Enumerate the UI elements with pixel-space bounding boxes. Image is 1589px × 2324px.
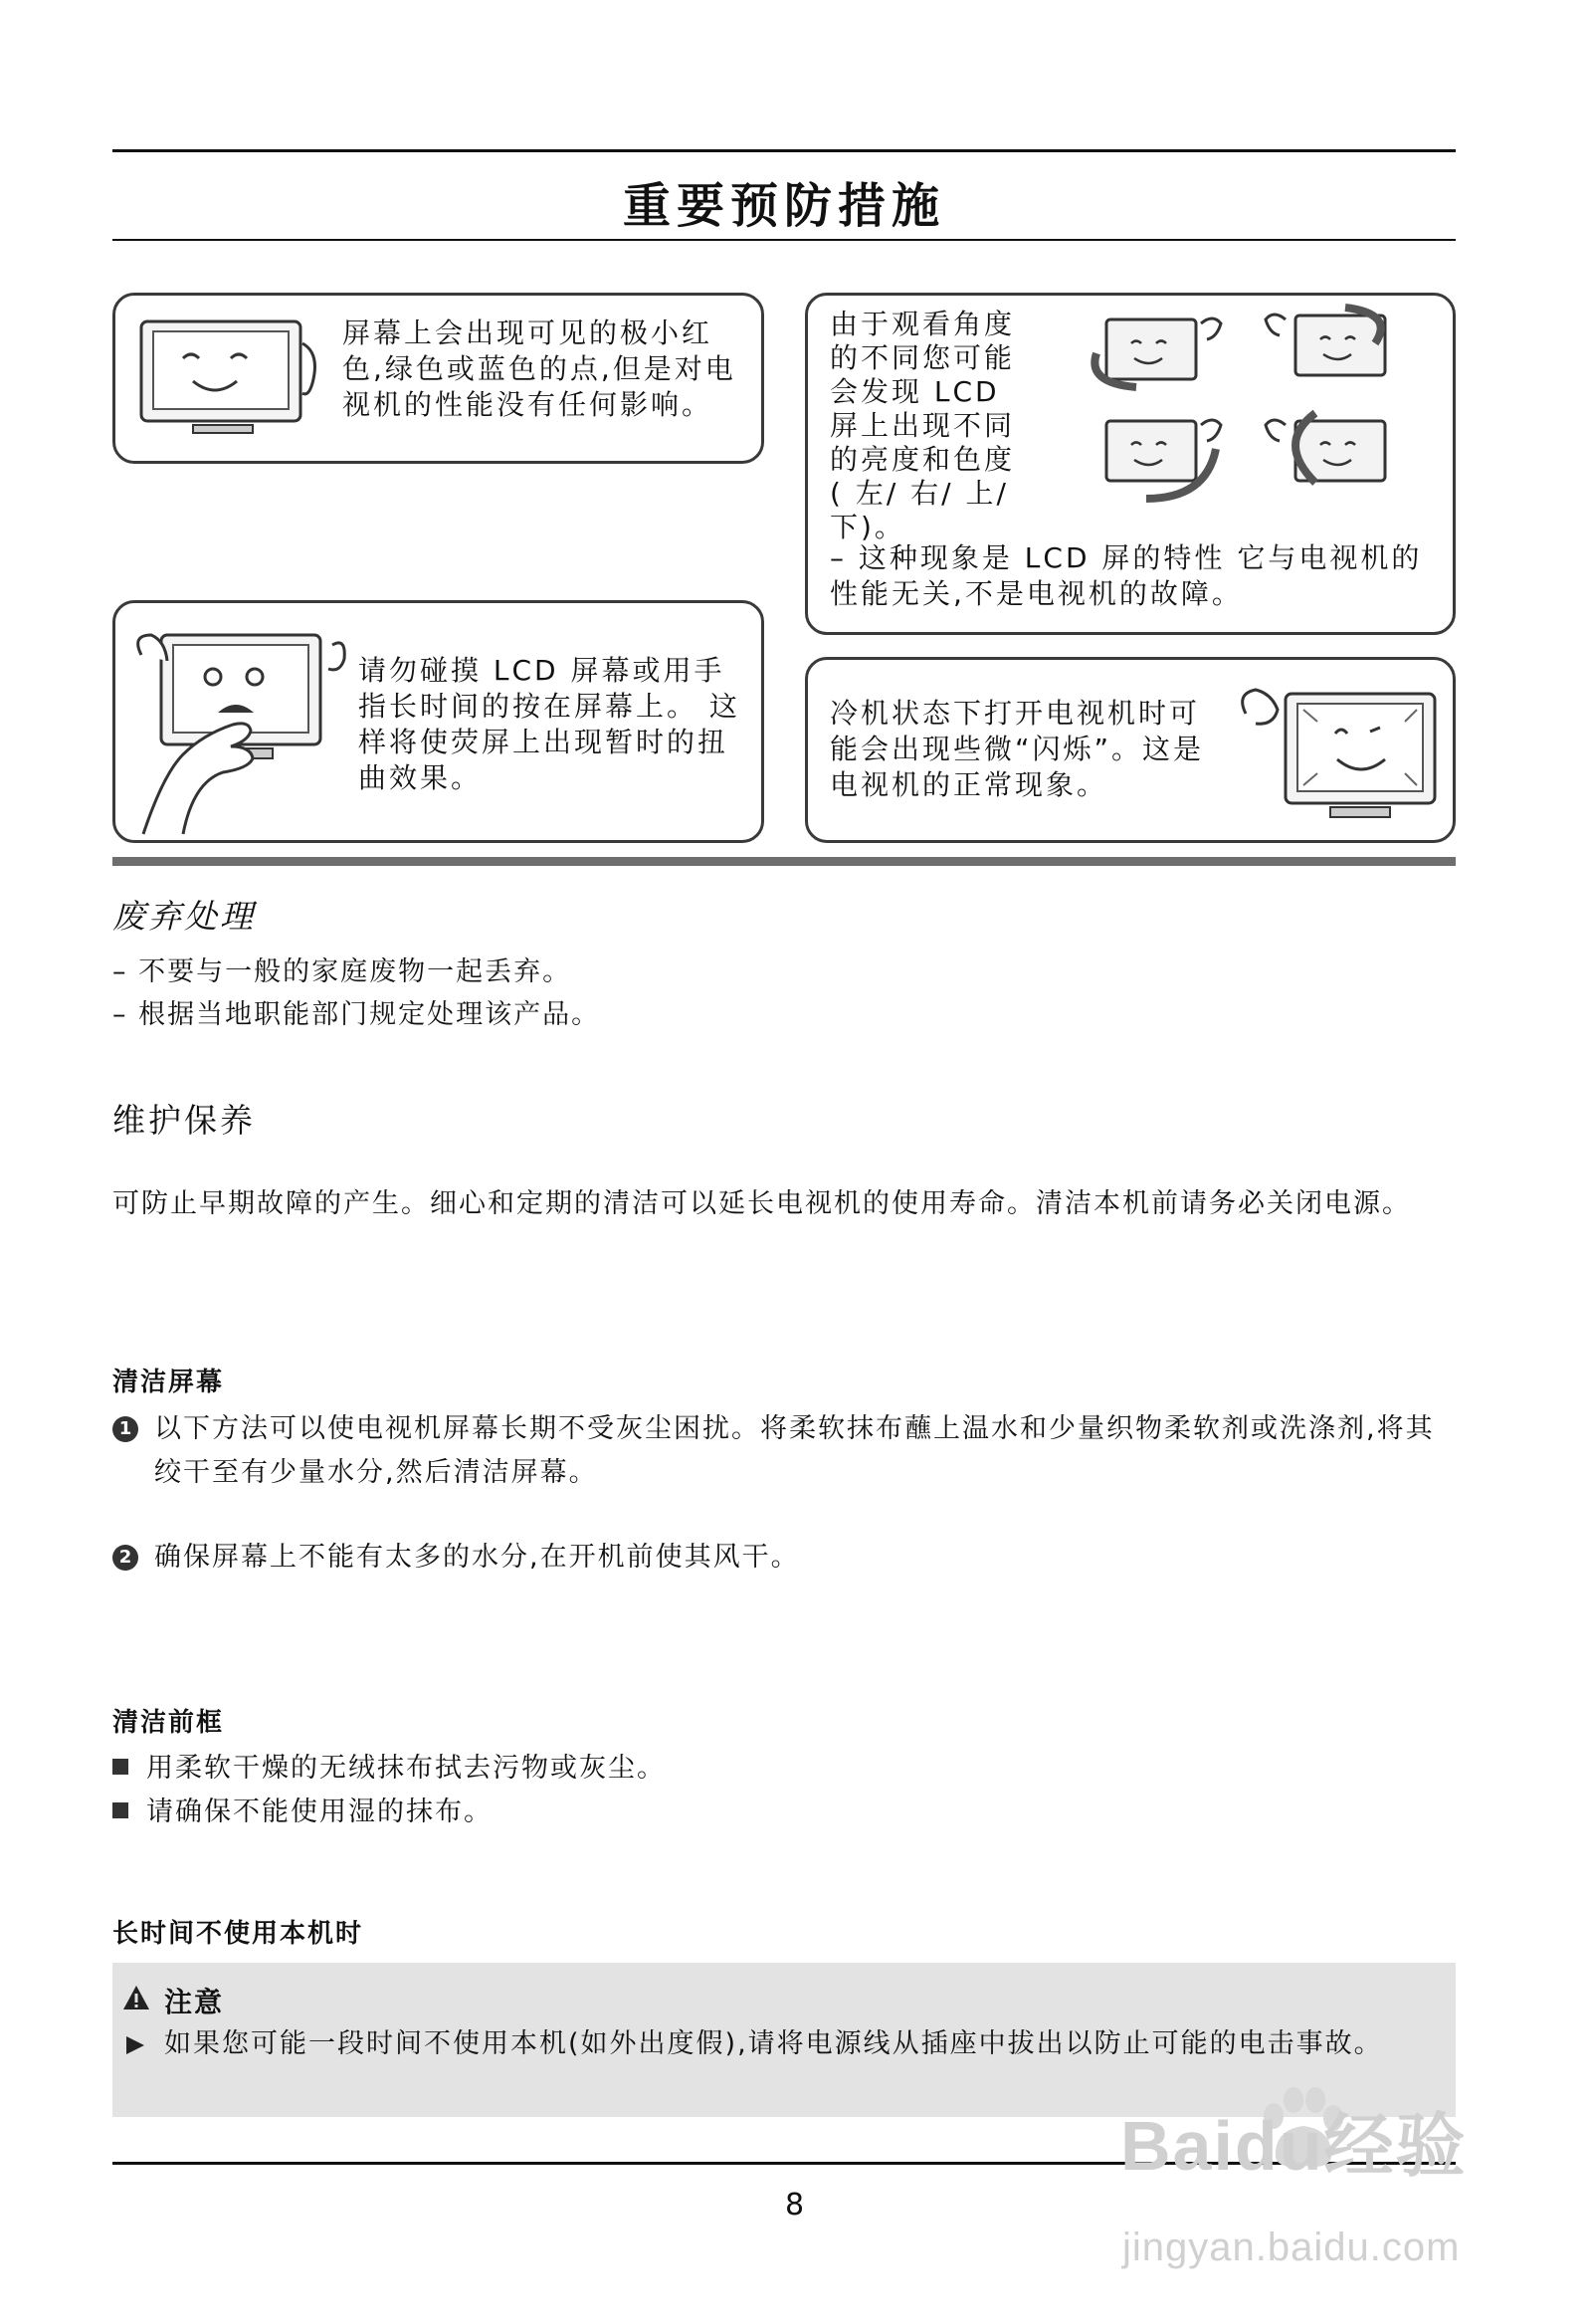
step-number-badge: 1 <box>112 1416 138 1442</box>
angle-line: 下)。 <box>830 511 905 543</box>
page-number: 8 <box>784 2188 805 2222</box>
tv-flicker-icon <box>1226 674 1445 833</box>
long-unused-heading: 长时间不使用本机时 <box>112 1919 364 1949</box>
frame-cleaning-item: 请确保不能使用湿的抹布。 <box>112 1791 493 1834</box>
notice-dots-box <box>112 293 764 464</box>
frame-cleaning-item: 用柔软干燥的无绒抹布拭去污物或灰尘。 <box>112 1747 666 1791</box>
screen-cleaning-step-1 <box>112 1407 1446 1495</box>
caution-label: 注意 <box>164 1986 225 2018</box>
warning-triangle-icon <box>122 1985 150 2010</box>
step-2-text: 确保屏幕上不能有太多的水分,在开机前使其风干。 <box>154 1542 800 1573</box>
maintenance-heading: 维护保养 <box>112 1101 256 1140</box>
bullet-square-icon <box>112 1759 128 1775</box>
angle-line: 屏上出现不同 <box>830 409 1016 442</box>
angle-line: 的不同您可能 <box>830 341 1016 374</box>
tv-touch-hand-icon <box>123 615 352 836</box>
notice-touch-box <box>112 600 764 843</box>
disposal-item: – 不要与一般的家庭废物一起丢弃。 <box>112 956 572 987</box>
top-rule <box>112 149 1456 152</box>
disposal-item: – 根据当地职能部门规定处理该产品。 <box>112 999 601 1030</box>
screen-cleaning-heading: 清洁屏幕 <box>112 1368 225 1397</box>
caution-text: 如果您可能一段时间不使用本机(如外出度假),请将电源线从插座中拔出以防止可能的电击事故。 <box>164 2028 1383 2059</box>
notice-touch-text: 请勿碰摸 LCD 屏幕或用手指长时间的按在屏幕上。 这样将使荧屏上出现暂时的扭曲效果。 <box>358 654 740 794</box>
tv-rotating-icon <box>1077 304 1445 503</box>
notice-flicker-box <box>805 657 1456 843</box>
angle-line: 由于观看角度 <box>830 308 1016 340</box>
title-rule <box>112 239 1456 241</box>
angle-line: ( 左/ 右/ 上/ <box>830 477 1009 510</box>
tv-smiling-icon <box>133 314 332 443</box>
watermark-logo: Baidu经验 <box>1120 2107 1468 2185</box>
step-1-text: 以下方法可以使电视机屏幕长期不受灰尘困扰。将柔软抹布蘸上温水和少量织物柔软剂或洗涤剂,将其绞干至有少量水分,然后清洁屏幕。 <box>154 1413 1435 1488</box>
watermark-url: jingyan.baidu.com <box>1122 2225 1461 2269</box>
page-title: 重要预防措施 <box>622 178 945 234</box>
notice-flicker-text: 冷机状态下打开电视机时可能会出现些微“闪烁”。这是电视机的正常现象。 <box>830 697 1205 801</box>
screen-cleaning-step-2 <box>112 1536 1446 1580</box>
angle-line: 的亮度和色度 <box>830 443 1016 476</box>
arrow-right-icon <box>124 2034 146 2056</box>
bullet-square-icon <box>112 1802 128 1818</box>
step-number-badge: 2 <box>112 1545 138 1571</box>
frame-cleaning-heading: 清洁前框 <box>112 1708 225 1738</box>
notice-dots-text: 屏幕上会出现可见的极小红色,绿色或蓝色的点,但是对电视机的性能没有任何影响。 <box>342 317 736 421</box>
disposal-heading: 废弃处理 <box>112 897 256 936</box>
notice-angle-note: – 这种现象是 LCD 屏的特性 它与电视机的性能无关,不是电视机的故障。 <box>830 541 1423 610</box>
notice-angle-box <box>805 293 1456 635</box>
section-divider <box>112 857 1456 866</box>
angle-line: 会发现 LCD <box>830 375 1000 408</box>
notice-angle-lines <box>830 308 1059 544</box>
maintenance-intro: 可防止早期故障的产生。细心和定期的清洁可以延长电视机的使用寿命。清洁本机前请务必关闭电源。 <box>112 1188 1411 1219</box>
